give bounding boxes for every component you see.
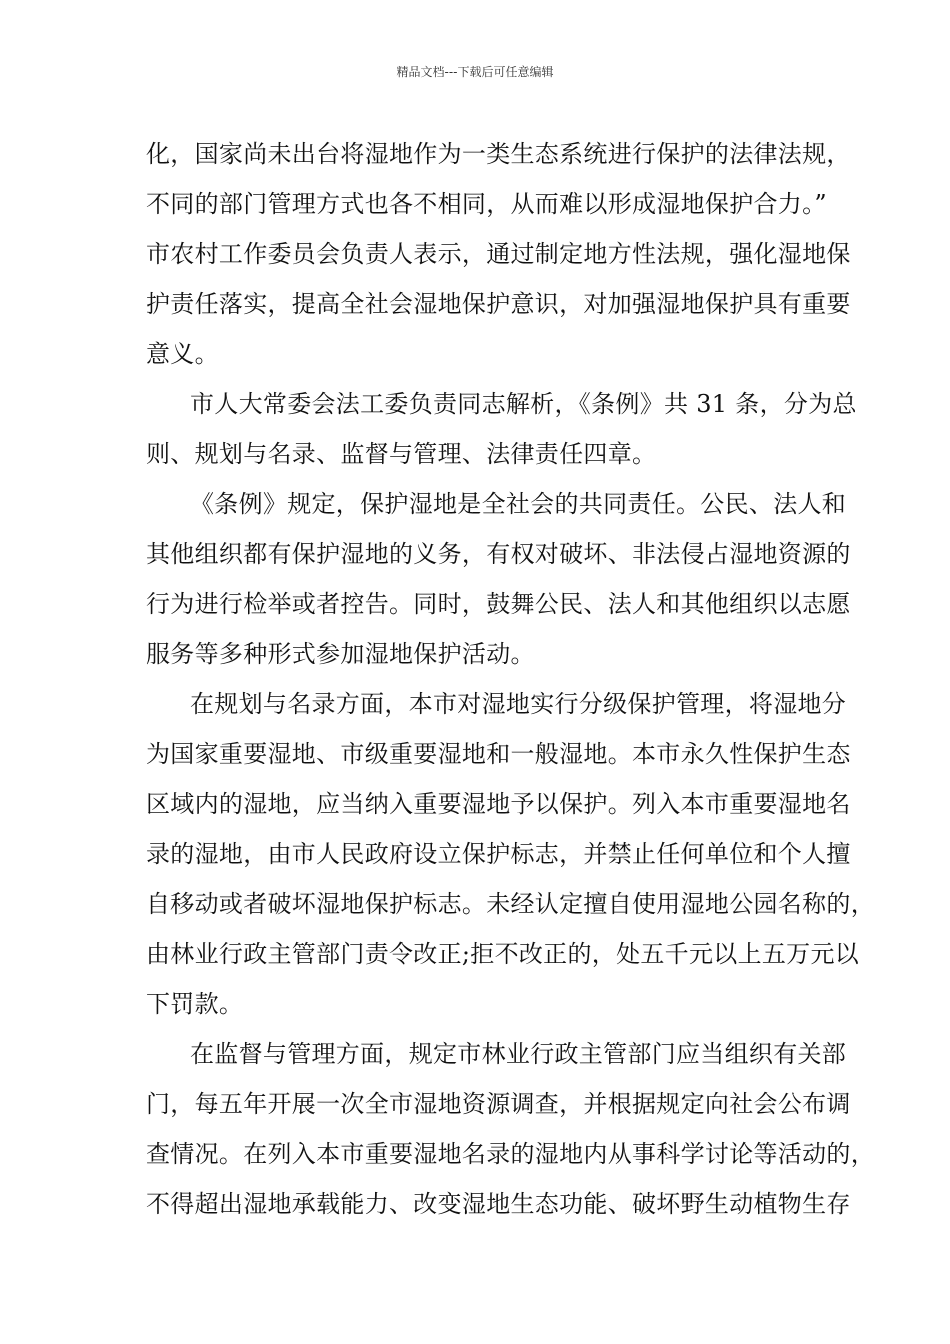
text-line: 在规划与名录方面，本市对湿地实行分级保护管理，将湿地分	[190, 690, 847, 718]
text-line: 录的湿地，由市人民政府设立保护标志，并禁止任何单位和个人擅	[146, 840, 851, 868]
paragraph-continuation	[146, 129, 851, 379]
text-line: 其他组织都有保护湿地的义务，有权对破坏、非法侵占湿地资源的	[146, 540, 851, 568]
paragraph-planning	[146, 679, 875, 1029]
text-line: 《条例》规定，保护湿地是全社会的共同责任。公民、法人和	[190, 490, 847, 518]
text-line: 化，国家尚未出台将湿地作为一类生态系统进行保护的法律法规，	[146, 140, 851, 168]
text-line: 市人大常委会法工委负责同志解析，《条例》共 31 条，分为总	[190, 390, 857, 418]
text-line: 则、规划与名录、监督与管理、法律责任四章。	[146, 440, 657, 468]
text-line: 查情况。在列入本市重要湿地名录的湿地内从事科学讨论等活动的，	[146, 1140, 875, 1168]
text-line: 由林业行政主管部门责令改正;拒不改正的，处五千元以上五万元以	[146, 940, 860, 968]
text-line: 为国家重要湿地、市级重要湿地和一般湿地。本市永久性保护生态	[146, 740, 851, 768]
text-line: 行为进行检举或者控告。同时，鼓舞公民、法人和其他组织以志愿	[146, 590, 851, 618]
text-line: 市农村工作委员会负责人表示，通过制定地方性法规，强化湿地保	[146, 240, 851, 268]
text-line: 意义。	[146, 340, 219, 368]
text-line: 门，每五年开展一次全市湿地资源调查，并根据规定向社会公布调	[146, 1090, 851, 1118]
text-line: 下罚款。	[146, 990, 244, 1018]
paragraph-structure	[146, 379, 857, 479]
text-line: 区域内的湿地，应当纳入重要湿地予以保护。列入本市重要湿地名	[146, 790, 851, 818]
text-line: 不同的部门管理方式也各不相同，从而难以形成湿地保护合力。”	[146, 190, 827, 218]
paragraph-responsibility	[146, 479, 851, 679]
text-line: 不得超出湿地承载能力、改变湿地生态功能、破坏野生动植物生存	[146, 1190, 851, 1218]
text-line: 护责任落实，提高全社会湿地保护意识，对加强湿地保护具有重要	[146, 290, 851, 318]
text-line: 自移动或者破坏湿地保护标志。未经认定擅自使用湿地公园名称的，	[146, 890, 875, 918]
page-header: 精品文档---下载后可任意编辑	[396, 65, 554, 79]
document-body	[146, 129, 875, 1229]
text-line: 在监督与管理方面，规定市林业行政主管部门应当组织有关部	[190, 1040, 847, 1068]
paragraph-supervision	[146, 1029, 875, 1229]
text-line: 服务等多种形式参加湿地保护活动。	[146, 640, 535, 668]
